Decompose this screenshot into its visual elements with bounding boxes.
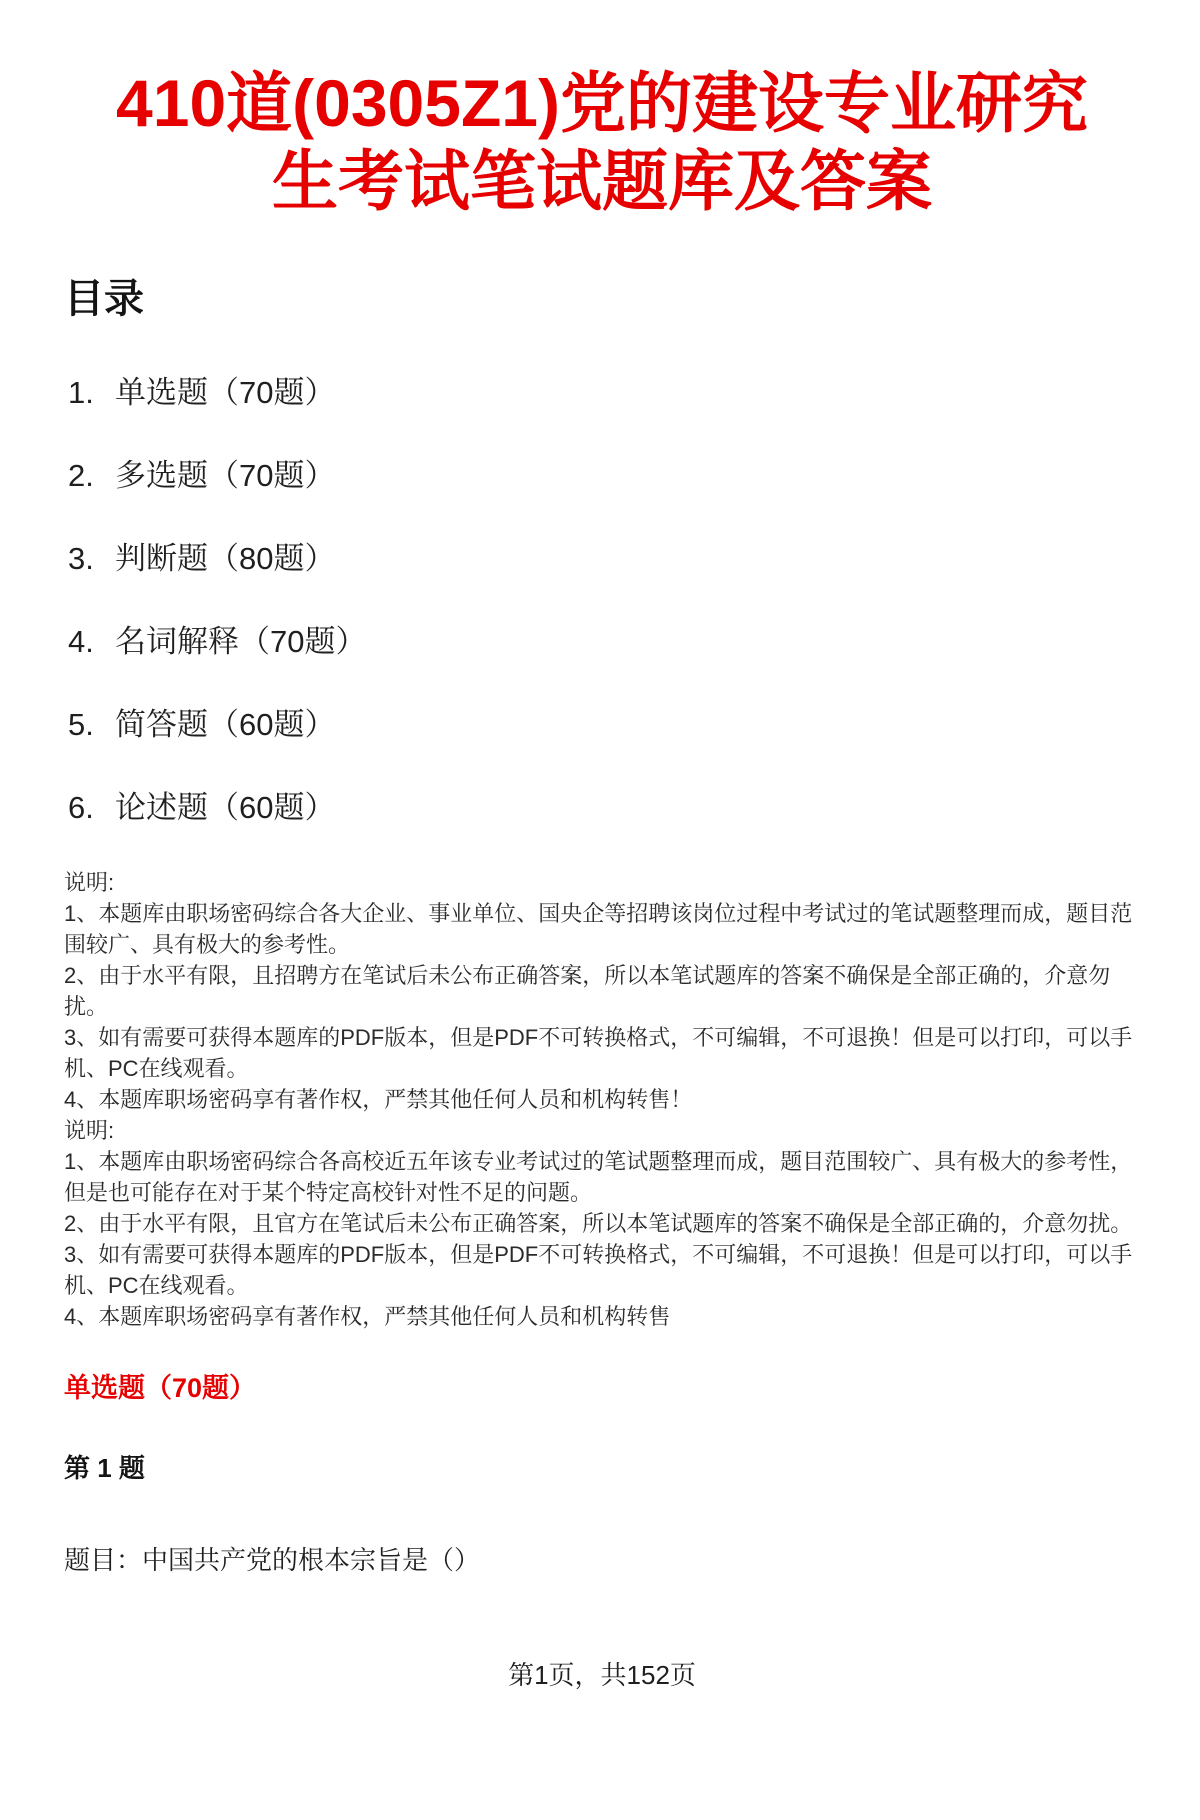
toc-item-number: 4. [68,623,94,659]
document-title: 410道(0305Z1)党的建设专业研究 生考试笔试题库及答案 [116,66,1088,218]
question-text: 题目：中国共产党的根本宗旨是（） [64,1544,481,1575]
toc-item-number: 5. [68,706,94,742]
notes-line: 说明: [64,869,115,895]
toc-item-number: 1. [68,374,94,410]
toc-heading: 目录 [64,276,144,321]
toc-item [68,706,1140,742]
toc-item [68,789,1140,825]
document-page [0,65,1200,1820]
toc-item [68,374,1140,410]
toc-item-label: 论述题（60题） [115,789,336,825]
notes-line: 2、由于水平有限，且招聘方在笔试后未公布正确答案，所以本笔试题库的答案不确保是全部正确的，介意勿扰。 [64,962,1111,1019]
toc-item [68,623,1140,659]
notes-line: 3、如有需要可获得本题库的PDF版本，但是PDF不可转换格式，不可编辑，不可退换！但是可以打印，可以手机、PC在线观看。 [64,1241,1133,1298]
toc-item-label: 判断题（80题） [115,540,336,576]
toc-item-label: 单选题（70题） [115,374,336,410]
toc-item-label: 名词解释（70题） [115,623,367,659]
question-number: 第 1 题 [64,1452,145,1483]
notes-line: 1、本题库由职场密码综合各高校近五年该专业考试过的笔试题整理而成，题目范围较广、具有极大的参考性，但是也可能存在对于某个特定高校针对性不足的问题。 [64,1148,1133,1205]
notes-line: 2、由于水平有限，且官方在笔试后未公布正确答案，所以本笔试题库的答案不确保是全部正确的，介意勿扰。 [64,1210,1133,1236]
toc-item [68,457,1140,493]
toc-item-label: 多选题（70题） [115,457,336,493]
section-header: 单选题（70题） [64,1372,257,1403]
notes-line: 3、如有需要可获得本题库的PDF版本，但是PDF不可转换格式，不可编辑，不可退换！但是可以打印，可以手机、PC在线观看。 [64,1024,1133,1081]
toc-item-number: 3. [68,540,94,576]
toc-item-number: 2. [68,457,94,493]
toc-list [64,374,1140,825]
toc-item-label: 简答题（60题） [115,706,336,742]
notes-section [64,867,1140,1332]
notes-line: 说明: [64,1117,115,1143]
page-footer: 第1页，共152页 [508,1659,696,1690]
notes-line: 4、本题库职场密码享有著作权，严禁其他任何人员和机构转售！ [64,1086,693,1112]
toc-item-number: 6. [68,789,94,825]
notes-line: 4、本题库职场密码享有著作权，严禁其他任何人员和机构转售 [64,1303,671,1329]
toc-item [68,540,1140,576]
notes-line: 1、本题库由职场密码综合各大企业、事业单位、国央企等招聘该岗位过程中考试过的笔试题整理而成，题目范围较广、具有极大的参考性。 [64,900,1133,957]
